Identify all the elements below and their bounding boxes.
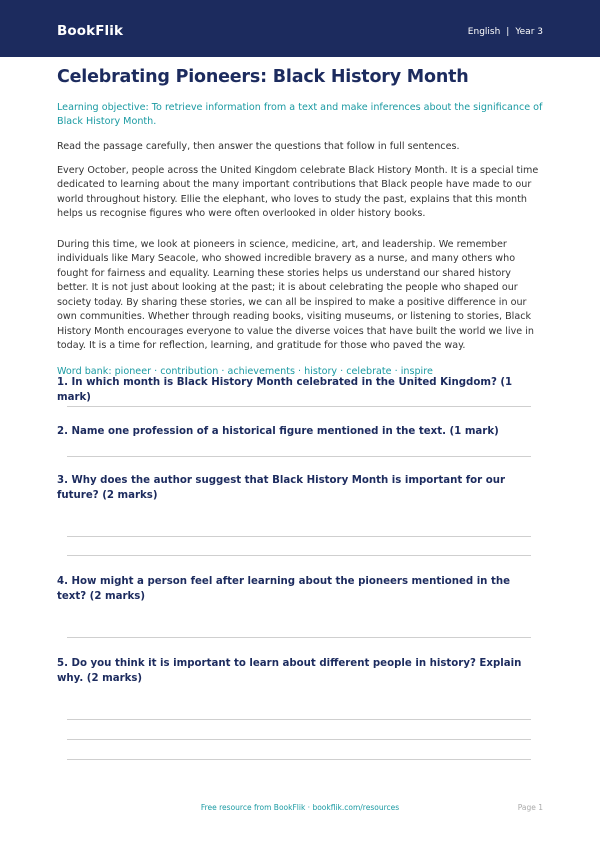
answer-line-3a[interactable] <box>67 536 531 537</box>
brand-logo: BookFlik <box>57 23 124 39</box>
answer-line-5a[interactable] <box>67 719 531 720</box>
answer-line-4[interactable] <box>67 637 531 638</box>
answer-line-1[interactable] <box>67 406 531 407</box>
answer-line-2[interactable] <box>67 456 531 457</box>
answer-line-3b[interactable] <box>67 555 531 556</box>
header-meta <box>468 27 543 37</box>
question-5: 5. Do you think it is important to learn about different people in history? Explain why. (2 marks) <box>57 658 522 684</box>
passage-paragraph-1: Every October, people across the United Kingdom celebrate Black History Month. It is a special time dedicated to learning about the many important contributions that Black people have made to our world throughout history. Ellie the elephant, who loves to study the past, explains that this month helps us recognise figures who were often overlooked in older history books. <box>57 164 539 219</box>
header-bar <box>0 0 600 57</box>
year-label: Year 3 <box>515 27 543 37</box>
meta-separator: | <box>506 27 510 37</box>
question-4: 4. How might a person feel after learning about the pioneers mentioned in the text? (2 marks) <box>57 576 511 602</box>
page-title: Celebrating Pioneers: Black History Month <box>57 67 469 87</box>
page-number: Page 1 <box>517 803 543 812</box>
question-1: 1. In which month is Black History Month celebrated in the United Kingdom? (1 mark) <box>57 377 513 403</box>
worksheet-content <box>57 67 543 377</box>
passage-paragraph-2: During this time, we look at pioneers in science, medicine, art, and leadership. We remember individuals like Mary Seacole, who showed incredible bravery as a nurse, and many others who fought for fairness and equality. Learning these stories helps us understand our shared history better. It is not just about looking at the past; it is about celebrating the people who shaped our society today. By sharing these stories, we can all be inspired to make a positive difference in our own communities. Whether through reading books, visiting museums, or listening to stories, Black History Month encourages everyone to value the diverse voices that have built the world we live in today. It is a time for reflection, learning, and gratitude for those who paved the way. <box>57 238 534 351</box>
question-3: 3. Why does the author suggest that Black History Month is important for our future? (2 marks) <box>57 475 506 501</box>
answer-line-5c[interactable] <box>67 759 531 760</box>
word-bank: Word bank: pioneer · contribution · achievements · history · celebrate · inspire <box>57 365 433 377</box>
subject-label: English <box>467 27 501 37</box>
footer-source[interactable]: Free resource from BookFlik · bookflik.com/resources <box>200 803 400 812</box>
instruction-text: Read the passage carefully, then answer the questions that follow in full sentences. <box>57 141 460 152</box>
learning-objective: Learning objective: To retrieve information from a text and make inferences about the significance of Black History Month. <box>57 102 543 127</box>
answer-line-5b[interactable] <box>67 739 531 740</box>
question-2: 2. Name one profession of a historical figure mentioned in the text. (1 mark) <box>57 426 499 437</box>
